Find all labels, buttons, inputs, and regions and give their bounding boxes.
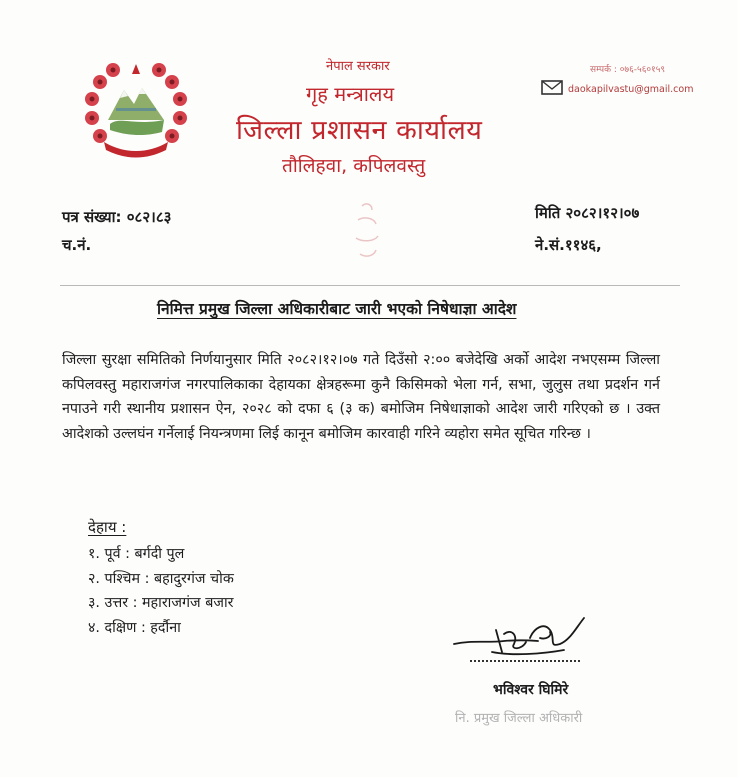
subject-line: निमित्त प्रमुख जिल्ला अधिकारीबाट जारी भएको निषेधाज्ञा आदेश: [157, 300, 517, 318]
contact-phone: सम्पर्क : ०७६-५६०१५९: [590, 65, 666, 75]
dispatch-number: च.नं.: [62, 236, 92, 254]
office-location: तौलिहवा, कपिलवस्तु: [282, 155, 426, 177]
signatory-title: नि. प्रमुख जिल्ला अधिकारी: [455, 711, 583, 726]
area-west: २. पश्चिम : बहादुरगंज चोक: [88, 570, 234, 587]
signatory-name: भविश्वर घिमिरे: [493, 682, 569, 698]
faint-seal-mark: [348, 198, 388, 270]
letter-number: पत्र संख्या: ०८२।८३: [62, 208, 172, 226]
handwritten-signature: [452, 610, 592, 662]
area-south: ४. दक्षिण : हर्दौना: [88, 619, 181, 636]
envelope-icon: [541, 80, 563, 95]
restricted-areas-list: [88, 542, 234, 640]
header-divider: [60, 285, 680, 286]
nepal-emblem-icon: [80, 58, 192, 166]
government-name: नेपाल सरकार: [326, 59, 390, 74]
signature-dotted-line: [470, 660, 580, 662]
area-east: १. पूर्व : बर्गदी पुल: [88, 546, 185, 562]
ministry-name: गृह मन्त्रालय: [306, 82, 395, 106]
area-north: ३. उत्तर : महाराजगंज बजार: [88, 595, 234, 611]
areas-heading: देहाय :: [88, 518, 127, 536]
order-body: जिल्ला सुरक्षा समितिको निर्णयानुसार मिति २०८२।१२।०७ गते दिउँसो २:०० बजेदेखि अर्को आदेश नभएसम्म जिल्ला कपिलवस्तु महाराजगंज नगरपालिकाका देहायका क्षेत्रहरूमा कुनै किसिमको भेला गर्न, सभा, जुलुस तथा प्रदर्शन गर्न नपाउने गरी स्थानीय प्रशासन ऐन, २०२८ को दफा ६ (३ क) बमोजिम निषेधाज्ञाको आदेश जारी गरिएको छ । उक्त आदेशको उल्लघंन गर्नेलाई नियन्त्रणमा लिई कानून बमोजिम कारवाही गरिने व्यहोरा समेत सूचित गरिन्छ ।: [62, 352, 660, 442]
nepal-samvat-date: ने.सं.११४६,: [535, 236, 602, 254]
office-name: जिल्ला प्रशासन कार्यालय: [236, 115, 483, 146]
letter-date: मिति २०८२।१२।०७: [535, 204, 640, 222]
contact-email: daokapilvastu@gmail.com: [568, 84, 694, 95]
